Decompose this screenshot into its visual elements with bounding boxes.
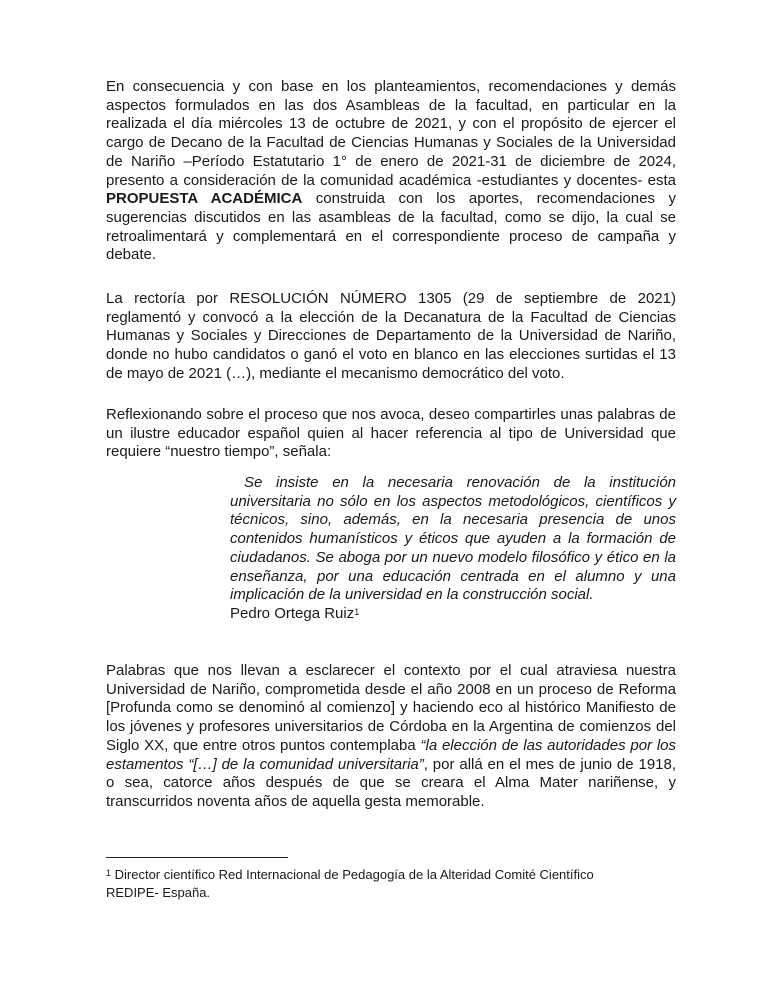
quote-author [230,605,676,624]
footnote-line-1: Director científico Red Internacional de Pedagogía de la Alteridad Comité Científico [111,867,594,882]
footnote-divider [106,857,288,858]
paragraph-resolution: La rectoría por RESOLUCIÓN NÚMERO 1305 (29 de septiembre de 2021) reglamentó y convocó a la elección de la Decanatura de la Facultad de Ciencias Humanas y Sociales y Direcciones de Departamento de la Universidad de Nariño, donde no hubo candidatos o ganó el voto en blanco en las elecciones surtidas el 13 de mayo de 2021 (…), mediante el mecanismo democrático del voto. [106,290,676,382]
quote-text: Se insiste en la necesaria renovación de la institución universitaria no sólo en los aspectos metodológicos, científicos y técnicos, sino, además, en la necesaria presencia de unos contenidos humanísticos y éticos que ayuden a la formación de ciudadanos. Se aboga por un nuevo modelo filosófico y ético en la enseñanza, por una educación centrada en el alumno y una implicación de la universidad en la construcción social. [230,474,676,604]
footnote [106,866,676,902]
paragraph-context-text-end: , por allá en el mes de junio de 1918, o sea, catorce años después de que se creara el Alma Mater nariñense, y transcurridos noventa años de aquella gesta memorable. [106,755,677,810]
footnote-line-2: REDIPE- España. [106,885,211,900]
paragraph-proposal-text-end: construida con los aportes, recomendaciones y sugerencias discutidos en las asambleas de la facultad, como se dijo, la cual se retroalimentará y complementará en el correspondiente proceso de campaña y debate. [106,190,676,264]
footnote-reference[interactable]: 1 [354,606,360,617]
footnote-mark: 1 [106,868,112,878]
proposal-title-bold: PROPUESTA ACADÉMICA [106,190,303,208]
paragraph-reflection: Reflexionando sobre el proceso que nos avoca, deseo compartirles unas palabras de un ilustre educador español quien al hacer referencia al tipo de Universidad que requiere “nuestro tiempo”, señala: [106,406,676,461]
quote-author-name: Pedro Ortega Ruiz [230,604,355,622]
paragraph-context-text-start: Palabras que nos llevan a esclarecer el contexto por el cual atraviesa nuestra Universidad de Nariño, comprometida desde el año 2008 en un proceso de Reforma [Profunda como se denominó al comienzo] y haciendo eco al histórico Manifiesto de los jóvenes y profesores universitarios de Córdoba en la Argentina de comienzos del Siglo XX, que entre otros puntos contemplaba [106,662,676,754]
paragraph-proposal-text-start: En consecuencia y con base en los planteamientos, recomendaciones y demás aspectos formulados en las dos Asambleas de la facultad, en particular en la realizada el día miércoles 13 de octubre de 2021, y con el propósito de ejercer el cargo de Decano de la Facultad de Ciencias Humanas y Sociales de la Universidad de Nariño –Período Estatutario 1° de enero de 2021-31 de diciembre de 2024, presento a consideración de la comunidad académica -estudiantes y docentes- esta [106,78,676,189]
paragraph-context-italic-quote: “la elección de las autoridades por los estamentos “[…] de la comunidad universitaria” [106,736,676,773]
block-quote [230,474,676,624]
paragraph-context [106,662,676,812]
paragraph-proposal [106,78,676,265]
